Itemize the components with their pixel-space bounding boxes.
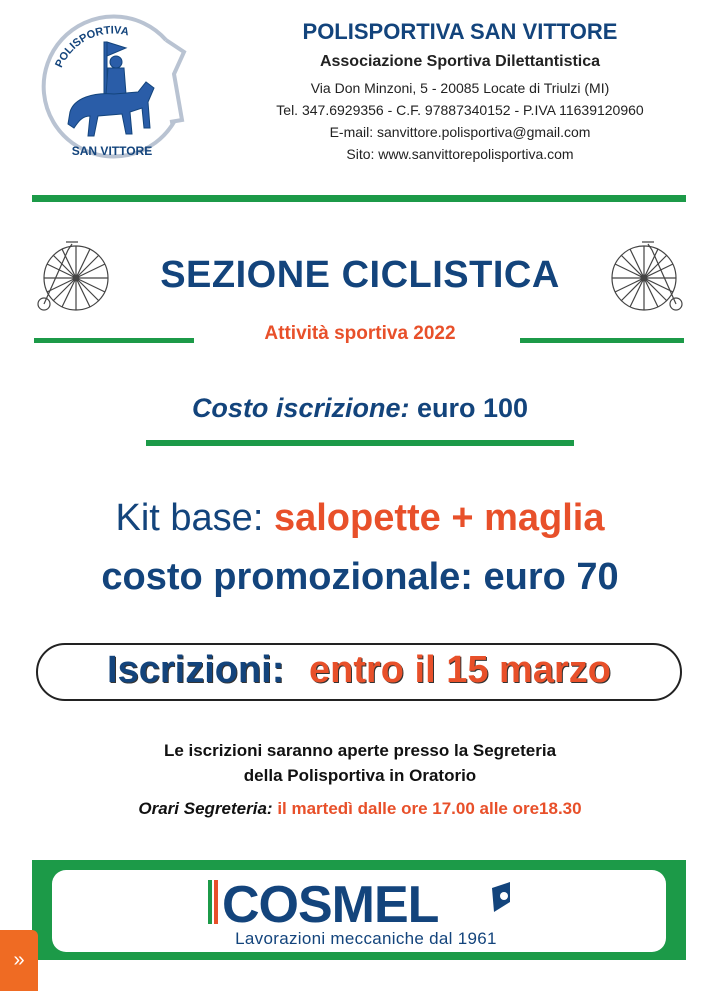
- header-divider: [32, 195, 686, 202]
- org-type: Associazione Sportiva Dilettantistica: [319, 53, 601, 70]
- cost-underline: [146, 440, 574, 446]
- double-chevron-right-icon[interactable]: [0, 930, 38, 991]
- logo-top-text: POLISPORTIVA: [53, 24, 130, 70]
- deadline-line: [36, 649, 682, 692]
- notice-line-2: della Polisportiva in Oratorio: [243, 766, 477, 785]
- org-contacts: Tel. 347.6929356 - C.F. 97887340152 - P.IVA 11639120960: [276, 102, 644, 118]
- org-address: Via Don Minzoni, 5 - 20085 Locate di Triulzi (MI): [310, 80, 610, 96]
- cost-label: Costo iscrizione:: [191, 393, 410, 423]
- polisportiva-logo: [34, 12, 190, 174]
- sponsor-tagline: Lavorazioni meccaniche dal 1961: [235, 929, 497, 948]
- office-hours: [40, 799, 680, 819]
- nav-glyph: »: [13, 949, 25, 971]
- org-name: POLISPORTIVA SAN VITTORE: [302, 19, 618, 44]
- kit-line: [10, 497, 710, 540]
- section-title: SEZIONE CICLISTICA: [160, 254, 560, 296]
- subtitle-divider-right: [520, 338, 684, 343]
- section-subtitle: Attività sportiva 2022: [264, 323, 456, 344]
- org-email: E-mail: sanvittore.polisportiva@gmail.com: [329, 124, 591, 140]
- org-site: Sito: www.sanvittorepolisportiva.com: [346, 146, 574, 162]
- sponsor-name: COSMEL: [222, 876, 439, 934]
- penny-farthing-icon: [34, 238, 110, 316]
- notice-line-1: Le iscrizioni saranno aperte presso la Segreteria: [163, 741, 557, 760]
- deadline-label: Iscrizioni:: [107, 649, 285, 691]
- penny-farthing-icon: [610, 238, 686, 316]
- deadline-value: entro il 15 marzo: [308, 649, 611, 691]
- hours-value: il martedì dalle ore 17.00 alle ore18.30: [277, 799, 582, 818]
- hours-label: Orari Segreteria:: [138, 799, 273, 818]
- kit-label: Kit base:: [115, 497, 264, 539]
- registration-cost: [100, 393, 620, 424]
- cost-value: euro 100: [416, 393, 529, 423]
- logo-bottom-text: SAN VITTORE: [71, 144, 153, 158]
- subtitle-divider-left: [34, 338, 194, 343]
- kit-promo: costo promozionale: euro 70: [101, 556, 619, 598]
- kit-items: salopette + maglia: [273, 497, 605, 539]
